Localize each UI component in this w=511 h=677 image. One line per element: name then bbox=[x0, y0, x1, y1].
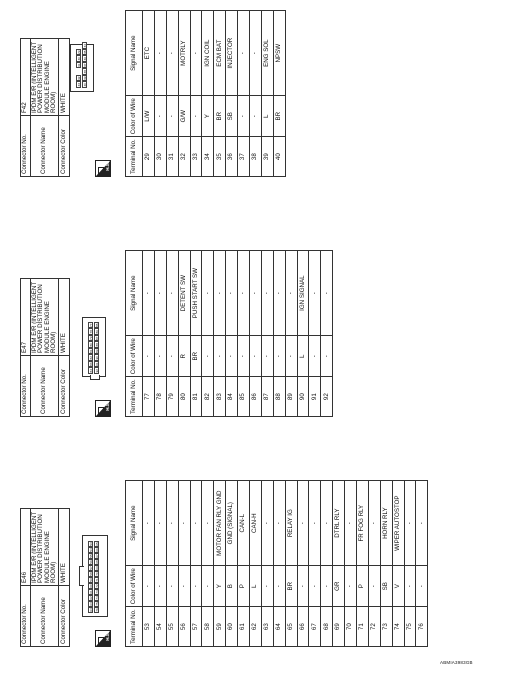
terminal-row bbox=[250, 11, 262, 177]
terminal-row bbox=[166, 481, 178, 647]
terminal-row bbox=[357, 481, 369, 647]
terminal-number: 89 bbox=[285, 377, 297, 417]
connector-pin: 70 bbox=[95, 572, 99, 576]
signal-name: NPSW bbox=[273, 11, 285, 96]
terminal-number: 58 bbox=[202, 607, 214, 647]
wire-color: - bbox=[154, 96, 166, 137]
pin-row-bottom bbox=[82, 43, 87, 89]
connector-pin: 72 bbox=[95, 584, 99, 588]
terminal-number: 69 bbox=[333, 607, 345, 647]
terminal-row bbox=[202, 251, 214, 417]
connector-e47-diagram bbox=[82, 317, 106, 377]
terminal-row bbox=[261, 11, 273, 177]
connector-info-table: Connector No. E47 Connector Name IPDM E/R (INTELLIGENT POWER DISTRIBUTION MODULE ENGINE ROOM) Connector Color WHITE bbox=[20, 278, 70, 417]
connector-pin: 29 bbox=[77, 50, 81, 54]
wire-color: - bbox=[238, 336, 250, 377]
terminal-number: 87 bbox=[261, 377, 273, 417]
terminal-row bbox=[226, 251, 238, 417]
signal-name: CAN-L bbox=[238, 481, 250, 566]
pin-row-bottom bbox=[94, 541, 99, 613]
connector-pin: 63 bbox=[89, 602, 93, 606]
connector-number: E47 bbox=[21, 279, 31, 356]
wire-color: BR bbox=[214, 96, 226, 137]
wire-color: - bbox=[154, 336, 166, 377]
terminal-row bbox=[166, 11, 178, 177]
terminal-table-e46: Terminal No. Color of Wire Signal Name 53 - - 54 - - 55 - - 56 - - 57 - - 58 - - 59 Y MOTOR FAN RLY GND 60 B GND (SIGNAL) 61 P CAN-L 62 L CAN-H 63 - - 64 - - 65 BR RELAY IG 66 - - 67 - - 68 - - 69 GR DTRL RLY 70 - - 71 P FR FOG RLY 72 - - 73 SB HORN RLY 74 V WIPER AUTOSTOP 75 - - 76 - - bbox=[125, 480, 428, 647]
terminal-number: 72 bbox=[368, 607, 380, 647]
connector-pin: 68 bbox=[95, 560, 99, 564]
terminal-number: 68 bbox=[321, 607, 333, 647]
pin-row-bottom bbox=[94, 322, 99, 374]
connector-pin: 65 bbox=[95, 542, 99, 546]
terminal-number: 34 bbox=[202, 137, 214, 177]
connector-pin: 80 bbox=[89, 343, 93, 347]
terminal-row bbox=[190, 481, 202, 647]
connector-pin: 82 bbox=[89, 356, 93, 360]
signal-name: ENG SOL bbox=[261, 11, 273, 96]
wire-color: - bbox=[368, 566, 380, 607]
terminal-number: 77 bbox=[143, 377, 155, 417]
connector-pin: 61 bbox=[89, 590, 93, 594]
terminal-number: 61 bbox=[238, 607, 250, 647]
signal-name: - bbox=[273, 481, 285, 566]
terminal-number: 90 bbox=[297, 377, 309, 417]
connector-pin: 59 bbox=[89, 578, 93, 582]
signal-name: PUSH START SW bbox=[190, 251, 202, 336]
terminal-row bbox=[226, 481, 238, 647]
wire-color: - bbox=[250, 96, 262, 137]
wire-color: - bbox=[166, 336, 178, 377]
signal-name: IGN COIL bbox=[202, 11, 214, 96]
connector-pin: 60 bbox=[89, 584, 93, 588]
terminal-number: 65 bbox=[285, 607, 297, 647]
signal-name: - bbox=[285, 251, 297, 336]
terminal-row bbox=[261, 481, 273, 647]
signal-name: - bbox=[154, 251, 166, 336]
signal-name: GND (SIGNAL) bbox=[226, 481, 238, 566]
wire-color: - bbox=[202, 336, 214, 377]
signal-name: - bbox=[250, 11, 262, 96]
signal-name: - bbox=[273, 251, 285, 336]
signal-name: - bbox=[321, 251, 333, 336]
terminal-row bbox=[273, 11, 285, 177]
connector-pin: 84 bbox=[89, 369, 93, 373]
terminal-row bbox=[297, 251, 309, 417]
terminal-number: 62 bbox=[250, 607, 262, 647]
connector-e46-terminal-table-wrap bbox=[125, 480, 428, 647]
signal-name: - bbox=[238, 251, 250, 336]
terminal-number: 59 bbox=[214, 607, 226, 647]
wire-color: - bbox=[202, 566, 214, 607]
terminal-row bbox=[143, 11, 155, 177]
connector-pin: 64 bbox=[89, 608, 93, 612]
signal-name: ECM BAT bbox=[214, 11, 226, 96]
wire-color: P bbox=[357, 566, 369, 607]
connector-pin: 57 bbox=[89, 566, 93, 570]
connector-pin: 85 bbox=[95, 323, 99, 327]
signal-name: - bbox=[309, 481, 321, 566]
signal-name: DTRL RLY bbox=[333, 481, 345, 566]
terminal-number: 32 bbox=[178, 137, 190, 177]
signal-name: - bbox=[321, 481, 333, 566]
wire-color: Y bbox=[202, 96, 214, 137]
terminal-row bbox=[261, 251, 273, 417]
signal-name: - bbox=[297, 481, 309, 566]
signal-name: - bbox=[416, 481, 428, 566]
connector-pin: 40 bbox=[83, 83, 87, 87]
terminal-row bbox=[178, 481, 190, 647]
connector-pin: 86 bbox=[95, 330, 99, 334]
terminal-number: 82 bbox=[202, 377, 214, 417]
connector-pin: 62 bbox=[89, 596, 93, 600]
connector-e46-diagram bbox=[82, 535, 108, 617]
wire-color: - bbox=[166, 566, 178, 607]
connector-pin: 91 bbox=[95, 362, 99, 366]
wire-color: - bbox=[190, 96, 202, 137]
pin-row-top bbox=[88, 541, 93, 613]
connector-pin: 36 bbox=[83, 57, 87, 61]
wire-color: L bbox=[297, 336, 309, 377]
terminal-row bbox=[166, 251, 178, 417]
signal-name: - bbox=[154, 11, 166, 96]
connector-pin: 39 bbox=[83, 76, 87, 80]
connector-pin: 32 bbox=[77, 76, 81, 80]
terminal-row bbox=[202, 11, 214, 177]
connector-name: IPDM E/R (INTELLIGENT POWER DISTRIBUTION MODULE ENGINE ROOM) bbox=[31, 509, 59, 586]
terminal-number: 80 bbox=[178, 377, 190, 417]
signal-name: - bbox=[261, 251, 273, 336]
wire-color: SB bbox=[226, 96, 238, 137]
terminal-row bbox=[273, 481, 285, 647]
wire-color: - bbox=[250, 336, 262, 377]
signal-name: INJECTOR bbox=[226, 11, 238, 96]
terminal-row bbox=[178, 11, 190, 177]
wire-color: - bbox=[273, 566, 285, 607]
wire-color: L bbox=[261, 96, 273, 137]
terminal-number: 39 bbox=[261, 137, 273, 177]
terminal-number: 88 bbox=[273, 377, 285, 417]
wire-color: - bbox=[238, 96, 250, 137]
terminal-row bbox=[154, 11, 166, 177]
signal-name: MOTRLY bbox=[178, 11, 190, 96]
wire-color: - bbox=[345, 566, 357, 607]
terminal-row bbox=[333, 481, 345, 647]
wire-color: - bbox=[143, 566, 155, 607]
terminal-number: 54 bbox=[154, 607, 166, 647]
signal-name: - bbox=[166, 481, 178, 566]
signal-name: - bbox=[238, 11, 250, 96]
connector-f42-terminal-table-wrap bbox=[125, 10, 286, 177]
wire-color: BR bbox=[285, 566, 297, 607]
terminal-number: 63 bbox=[261, 607, 273, 647]
terminal-number: 79 bbox=[166, 377, 178, 417]
wire-color: - bbox=[309, 566, 321, 607]
signal-name: - bbox=[178, 481, 190, 566]
connector-info-table: Connector No. F42 Connector Name IPDM E/R (INTELLIGENT POWER DISTRIBUTION MODULE ENGINE ROOM) Connector Color WHITE bbox=[20, 38, 70, 177]
connector-pin: 90 bbox=[95, 356, 99, 360]
connector-e46-block bbox=[20, 508, 70, 647]
terminal-row bbox=[214, 11, 226, 177]
connector-number: F42 bbox=[21, 39, 31, 116]
terminal-number: 71 bbox=[357, 607, 369, 647]
connector-pin: 71 bbox=[95, 578, 99, 582]
terminal-number: 83 bbox=[214, 377, 226, 417]
connector-pin: 34 bbox=[83, 44, 87, 48]
terminal-number: 67 bbox=[309, 607, 321, 647]
connector-pin: 73 bbox=[95, 590, 99, 594]
connector-color: WHITE bbox=[59, 39, 70, 116]
wire-color: P bbox=[238, 566, 250, 607]
terminal-row bbox=[226, 11, 238, 177]
terminal-number: 64 bbox=[273, 607, 285, 647]
terminal-row bbox=[285, 481, 297, 647]
terminal-row bbox=[250, 481, 262, 647]
wire-color: - bbox=[190, 566, 202, 607]
wire-color: - bbox=[321, 566, 333, 607]
wire-color: V bbox=[392, 566, 404, 607]
terminal-row bbox=[190, 11, 202, 177]
connector-pin: 31 bbox=[77, 63, 81, 67]
signal-name: - bbox=[226, 251, 238, 336]
terminal-number: 60 bbox=[226, 607, 238, 647]
wire-color: SB bbox=[380, 566, 392, 607]
connector-pin: 81 bbox=[89, 349, 93, 353]
connector-info-table: Connector No. E46 Connector Name IPDM E/R (INTELLIGENT POWER DISTRIBUTION MODULE ENGINE ROOM) Connector Color WHITE bbox=[20, 508, 70, 647]
wire-color: BR bbox=[273, 96, 285, 137]
signal-name: HORN RLY bbox=[380, 481, 392, 566]
connector-f42-block bbox=[20, 38, 70, 177]
terminal-number: 78 bbox=[154, 377, 166, 417]
wire-color: - bbox=[226, 336, 238, 377]
terminal-row bbox=[214, 481, 226, 647]
wire-color: L/W bbox=[143, 96, 155, 137]
signal-name: - bbox=[166, 251, 178, 336]
terminal-number: 85 bbox=[238, 377, 250, 417]
signal-name: - bbox=[250, 251, 262, 336]
connector-number: E46 bbox=[21, 509, 31, 586]
terminal-number: 37 bbox=[238, 137, 250, 177]
connector-color: WHITE bbox=[59, 509, 70, 586]
terminal-number: 92 bbox=[321, 377, 333, 417]
connector-pin: 67 bbox=[95, 554, 99, 558]
wire-color: - bbox=[273, 336, 285, 377]
connector-f42-diagram bbox=[70, 44, 94, 92]
terminal-row bbox=[368, 481, 380, 647]
terminal-number: 66 bbox=[297, 607, 309, 647]
terminal-number: 75 bbox=[404, 607, 416, 647]
connector-pin: 58 bbox=[89, 572, 93, 576]
wire-color: - bbox=[321, 336, 333, 377]
signal-name: DETENT SW bbox=[178, 251, 190, 336]
terminal-number: 70 bbox=[345, 607, 357, 647]
terminal-row bbox=[202, 481, 214, 647]
terminal-row bbox=[380, 481, 392, 647]
terminal-number: 84 bbox=[226, 377, 238, 417]
connector-pin: 37 bbox=[83, 63, 87, 67]
signal-name: - bbox=[166, 11, 178, 96]
signal-name: RELAY IG bbox=[285, 481, 297, 566]
terminal-number: 30 bbox=[154, 137, 166, 177]
terminal-number: 74 bbox=[392, 607, 404, 647]
wire-color: Y bbox=[214, 566, 226, 607]
wire-color: GR bbox=[333, 566, 345, 607]
terminal-number: 55 bbox=[166, 607, 178, 647]
wire-color: - bbox=[404, 566, 416, 607]
terminal-number: 73 bbox=[380, 607, 392, 647]
terminal-number: 33 bbox=[190, 137, 202, 177]
wire-color: R bbox=[178, 336, 190, 377]
connector-pin: 92 bbox=[95, 369, 99, 373]
signal-name: - bbox=[261, 481, 273, 566]
terminal-row bbox=[143, 251, 155, 417]
hs-icon: H.S. bbox=[95, 160, 111, 177]
terminal-row bbox=[178, 251, 190, 417]
signal-name: - bbox=[143, 251, 155, 336]
wire-color: - bbox=[154, 566, 166, 607]
wire-color: - bbox=[416, 566, 428, 607]
connector-pin: 74 bbox=[95, 596, 99, 600]
connector-e47-block bbox=[20, 278, 70, 417]
signal-name: CAN-H bbox=[250, 481, 262, 566]
terminal-row bbox=[297, 481, 309, 647]
terminal-row bbox=[238, 481, 250, 647]
signal-name: - bbox=[345, 481, 357, 566]
terminal-row bbox=[392, 481, 404, 647]
connector-pin: 53 bbox=[89, 542, 93, 546]
connector-pin: 54 bbox=[89, 548, 93, 552]
terminal-row bbox=[143, 481, 155, 647]
signal-name: MOTOR FAN RLY GND bbox=[214, 481, 226, 566]
terminal-row bbox=[238, 251, 250, 417]
terminal-number: 31 bbox=[166, 137, 178, 177]
terminal-row bbox=[238, 11, 250, 177]
signal-name: - bbox=[202, 251, 214, 336]
terminal-row bbox=[309, 251, 321, 417]
connector-pin: 89 bbox=[95, 349, 99, 353]
terminal-number: 53 bbox=[143, 607, 155, 647]
wire-color: - bbox=[214, 336, 226, 377]
signal-name: WIPER AUTOSTOP bbox=[392, 481, 404, 566]
terminal-number: 35 bbox=[214, 137, 226, 177]
terminal-number: 81 bbox=[190, 377, 202, 417]
figure-code: ABMIA3983GB bbox=[440, 660, 473, 665]
connector-pin: 69 bbox=[95, 566, 99, 570]
signal-name: IGN SIGNAL bbox=[297, 251, 309, 336]
wire-color: B bbox=[226, 566, 238, 607]
signal-name: - bbox=[143, 481, 155, 566]
connector-pin: 66 bbox=[95, 548, 99, 552]
wire-color: - bbox=[261, 336, 273, 377]
connector-e47-terminal-table-wrap bbox=[125, 250, 333, 417]
connector-pin: 33 bbox=[77, 83, 81, 87]
terminal-number: 76 bbox=[416, 607, 428, 647]
terminal-row bbox=[154, 481, 166, 647]
connector-pin: 30 bbox=[77, 57, 81, 61]
signal-name: - bbox=[202, 481, 214, 566]
connector-pin: 56 bbox=[89, 560, 93, 564]
terminal-row bbox=[321, 251, 333, 417]
terminal-row bbox=[250, 251, 262, 417]
terminal-number: 40 bbox=[273, 137, 285, 177]
terminal-number: 91 bbox=[309, 377, 321, 417]
connector-pin: 79 bbox=[89, 336, 93, 340]
wire-color: - bbox=[166, 96, 178, 137]
connector-pin: 87 bbox=[95, 336, 99, 340]
terminal-row bbox=[416, 481, 428, 647]
signal-name: - bbox=[190, 481, 202, 566]
connector-pin: 76 bbox=[95, 608, 99, 612]
terminal-row bbox=[345, 481, 357, 647]
connector-color: WHITE bbox=[59, 279, 70, 356]
signal-name: FR FOG RLY bbox=[357, 481, 369, 566]
terminal-number: 29 bbox=[143, 137, 155, 177]
terminal-number: 57 bbox=[190, 607, 202, 647]
wire-color: - bbox=[309, 336, 321, 377]
terminal-row bbox=[309, 481, 321, 647]
wire-color: - bbox=[143, 336, 155, 377]
terminal-row bbox=[190, 251, 202, 417]
terminal-number: 36 bbox=[226, 137, 238, 177]
terminal-number: 56 bbox=[178, 607, 190, 647]
signal-name: - bbox=[368, 481, 380, 566]
signal-name: ETC bbox=[143, 11, 155, 96]
terminal-number: 86 bbox=[250, 377, 262, 417]
terminal-row bbox=[321, 481, 333, 647]
wire-color: L bbox=[250, 566, 262, 607]
wire-color: - bbox=[178, 566, 190, 607]
terminal-row bbox=[285, 251, 297, 417]
signal-name: - bbox=[154, 481, 166, 566]
pin-row-top bbox=[88, 322, 93, 374]
connector-pin: 83 bbox=[89, 362, 93, 366]
signal-name: - bbox=[309, 251, 321, 336]
terminal-row bbox=[404, 481, 416, 647]
terminal-number: 38 bbox=[250, 137, 262, 177]
connector-pin: 38 bbox=[83, 70, 87, 74]
wire-color: G/W bbox=[178, 96, 190, 137]
terminal-row bbox=[273, 251, 285, 417]
hs-icon: H.S. bbox=[95, 630, 111, 647]
wire-color: BR bbox=[190, 336, 202, 377]
signal-name: - bbox=[214, 251, 226, 336]
wire-color: - bbox=[261, 566, 273, 607]
hs-icon: H.S. bbox=[95, 400, 111, 417]
pin-row-top bbox=[76, 49, 81, 88]
connector-pin: 55 bbox=[89, 554, 93, 558]
signal-name: - bbox=[404, 481, 416, 566]
wire-color: - bbox=[285, 336, 297, 377]
connector-pin: 75 bbox=[95, 602, 99, 606]
signal-name: - bbox=[190, 11, 202, 96]
terminal-table-e47: Terminal No. Color of Wire Signal Name 77 - - 78 - - 79 - - 80 R DETENT SW 81 BR PUSH START SW 82 - - 83 - - 84 - - 85 - - 86 - - 87 - - 88 - - 89 - - 90 L IGN SIGNAL 91 - - 92 - - bbox=[125, 250, 333, 417]
connector-name: IPDM E/R (INTELLIGENT POWER DISTRIBUTION MODULE ENGINE ROOM) bbox=[31, 279, 59, 356]
terminal-row bbox=[214, 251, 226, 417]
connector-pin: 88 bbox=[95, 343, 99, 347]
connector-name: IPDM E/R (INTELLIGENT POWER DISTRIBUTION MODULE ENGINE ROOM) bbox=[31, 39, 59, 116]
connector-pin: 35 bbox=[83, 50, 87, 54]
connector-pin: 77 bbox=[89, 323, 93, 327]
terminal-row bbox=[154, 251, 166, 417]
wire-color: - bbox=[297, 566, 309, 607]
connector-pin: 78 bbox=[89, 330, 93, 334]
terminal-table-f42: Terminal No. Color of Wire Signal Name 29 L/W ETC 30 - - 31 - - 32 G/W MOTRLY 33 - - 34 Y IGN COIL 35 BR ECM BAT 36 SB INJECTOR 37 - - 38 - - 39 L ENG SOL 40 BR NPSW bbox=[125, 10, 286, 177]
